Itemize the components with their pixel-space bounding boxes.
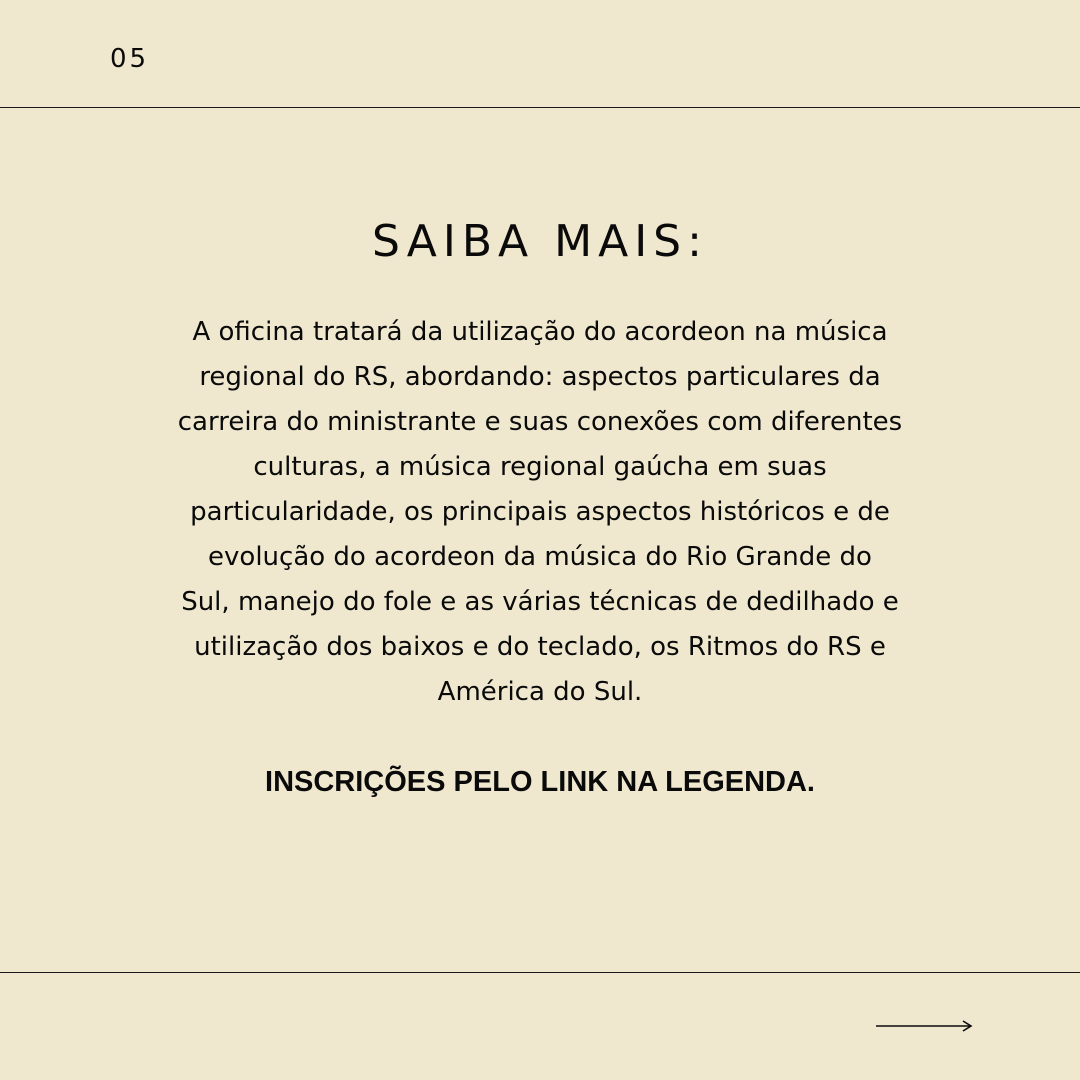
page-title: SAIBA MAIS: <box>372 216 708 267</box>
top-divider <box>0 107 1080 108</box>
description-line: regional do RS, abordando: aspectos particulares da <box>199 362 881 392</box>
description-line: particularidade, os principais aspectos históricos e de <box>190 497 890 527</box>
description-line: A oficina tratará da utilização do acordeon na música <box>192 317 888 347</box>
description-line: América do Sul. <box>437 677 643 707</box>
description-line: culturas, a música regional gaúcha em suas <box>253 452 827 482</box>
description <box>120 310 960 715</box>
description-line: evolução do acordeon da música do Rio Grande do <box>208 542 872 572</box>
description-line: utilização dos baixos e do teclado, os Ritmos do RS e <box>194 632 886 662</box>
bottom-divider <box>0 972 1080 973</box>
description-line: carreira do ministrante e suas conexões com diferentes <box>177 407 903 437</box>
description-line: Sul, manejo do fole e as várias técnicas de dedilhado e <box>181 587 899 617</box>
page-number: 05 <box>110 44 150 74</box>
call-to-action: INSCRIÇÕES PELO LINK NA LEGENDA. <box>265 766 815 798</box>
arrow-right-icon[interactable] <box>874 1017 974 1035</box>
